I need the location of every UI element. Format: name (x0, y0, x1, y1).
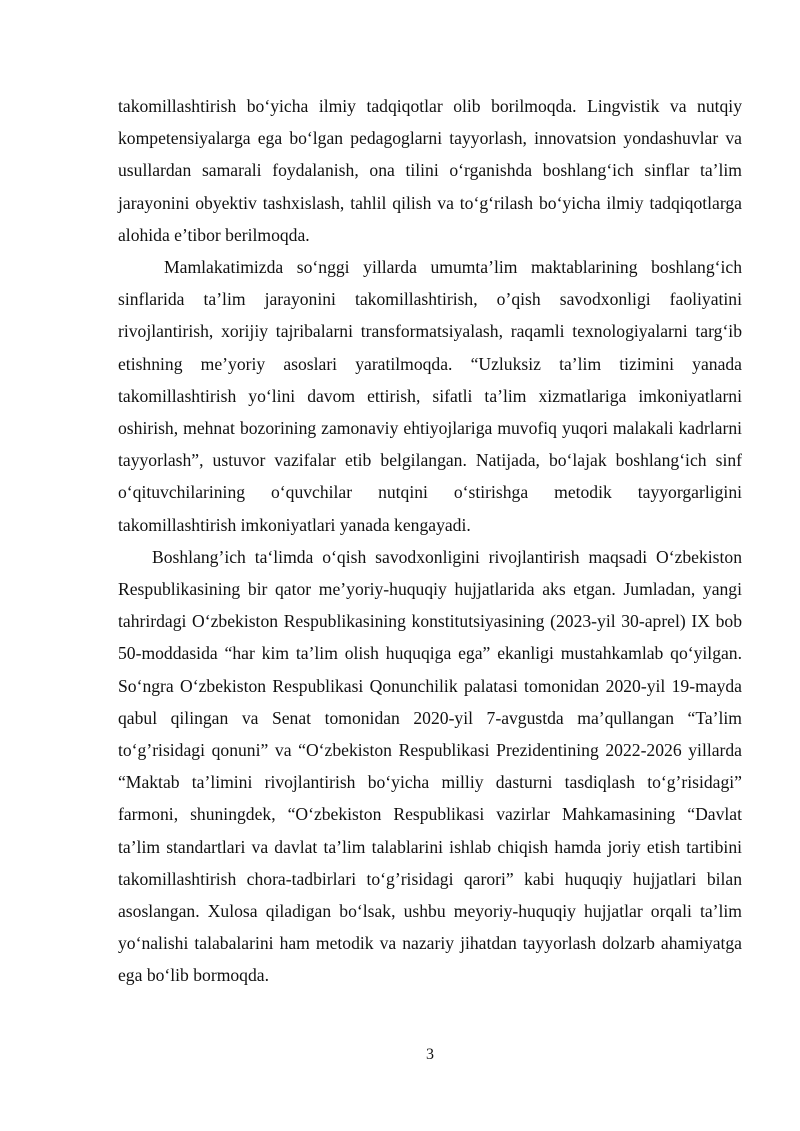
paragraph-3: Boshlang’ich ta‘limda o‘qish savodxonligini rivojlantirish maqsadi O‘zbekiston Respublikasining bir qator me’yoriy-huquqiy hujjatlarida aks etgan. Jumladan, yangi tahrirdagi O‘zbekiston Respublikasining konstitutsiyasining (2023-yil 30-aprel) IX bob 50-moddasida “har kim ta’lim olish huquqiga ega” ekanligi mustahkamlab qo‘yilgan. So‘ngra O‘zbekiston Respublikasi Qonunchilik palatasi tomonidan 2020-yil 19-mayda qabul qilingan va Senat tomonidan 2020-yil 7-avgustda ma’qullangan “Ta’lim to‘g’risidagi qonuni” va “O‘zbekiston Respublikasi Prezidentining 2022-2026 yillarda “Maktab ta’limini rivojlantirish bo‘yicha milliy dasturni tasdiqlash to‘g’risidagi” farmoni, shuningdek, “O‘zbekiston Respublikasi vazirlar Mahkamasining “Davlat ta’lim standartlari va davlat ta’lim talablarini ishlab chiqish hamda joriy etish tartibini takomillashtirish chora-tadbirlari to‘g’risidagi qarori” kabi huquqiy hujjatlari bilan asoslangan. Xulosa qiladigan bo‘lsak, ushbu meyoriy-huquqiy hujjatlar orqali ta’lim yo‘nalishi talabalarini ham metodik va nazariy jihatdan tayyorlash dolzarb ahamiyatga ega bo‘lib bormoqda. (118, 546, 742, 986)
paragraph-2: Mamlakatimizda so‘nggi yillarda umumta’lim maktablarining boshlang‘ich sinflarida ta’lim jarayonini takomillashtirish, o’qish savodxonligi faoliyatini rivojlantirish, xorijiy tajribalarni transformatsiyalash, raqamli texnologiyalarni targ‘ib etishning me’yoriy asoslari yaratilmoqda. “Uzluksiz ta’lim tizimini yanada takomillashtirish yo‘lini davom ettirish, sifatli ta’lim xizmatlariga imkoniyatlarni oshirish, mehnat bozorining zamonaviy ehtiyojlariga muvofiq yuqori malakali kadrlarni tayyorlash”, ustuvor vazifalar etib belgilangan. Natijada, bo‘lajak boshlang‘ich sinf o‘qituvchilarining o‘quvchilar nutqini o‘stirishga metodik tayyorgarligini takomillashtirish imkoniyatlari yanada kengayadi. (118, 257, 742, 535)
page-number: 3 (426, 1046, 434, 1063)
document-page (118, 90, 742, 992)
paragraph-1: takomillashtirish bo‘yicha ilmiy tadqiqotlar olib borilmoqda. Lingvistik va nutqiy kompetensiyalarga ega bo‘lgan pedagoglarni tayyorlash, innovatsion yondashuvlar va usullardan samarali foydalanish, ona tilini o‘rganishda boshlang‘ich sinflar ta’lim jarayonini obyektiv tashxislash, tahlil qilish va to‘g‘rilash bo‘yicha ilmiy tadqiqotlarga alohida e’tibor berilmoqda. (118, 96, 742, 245)
